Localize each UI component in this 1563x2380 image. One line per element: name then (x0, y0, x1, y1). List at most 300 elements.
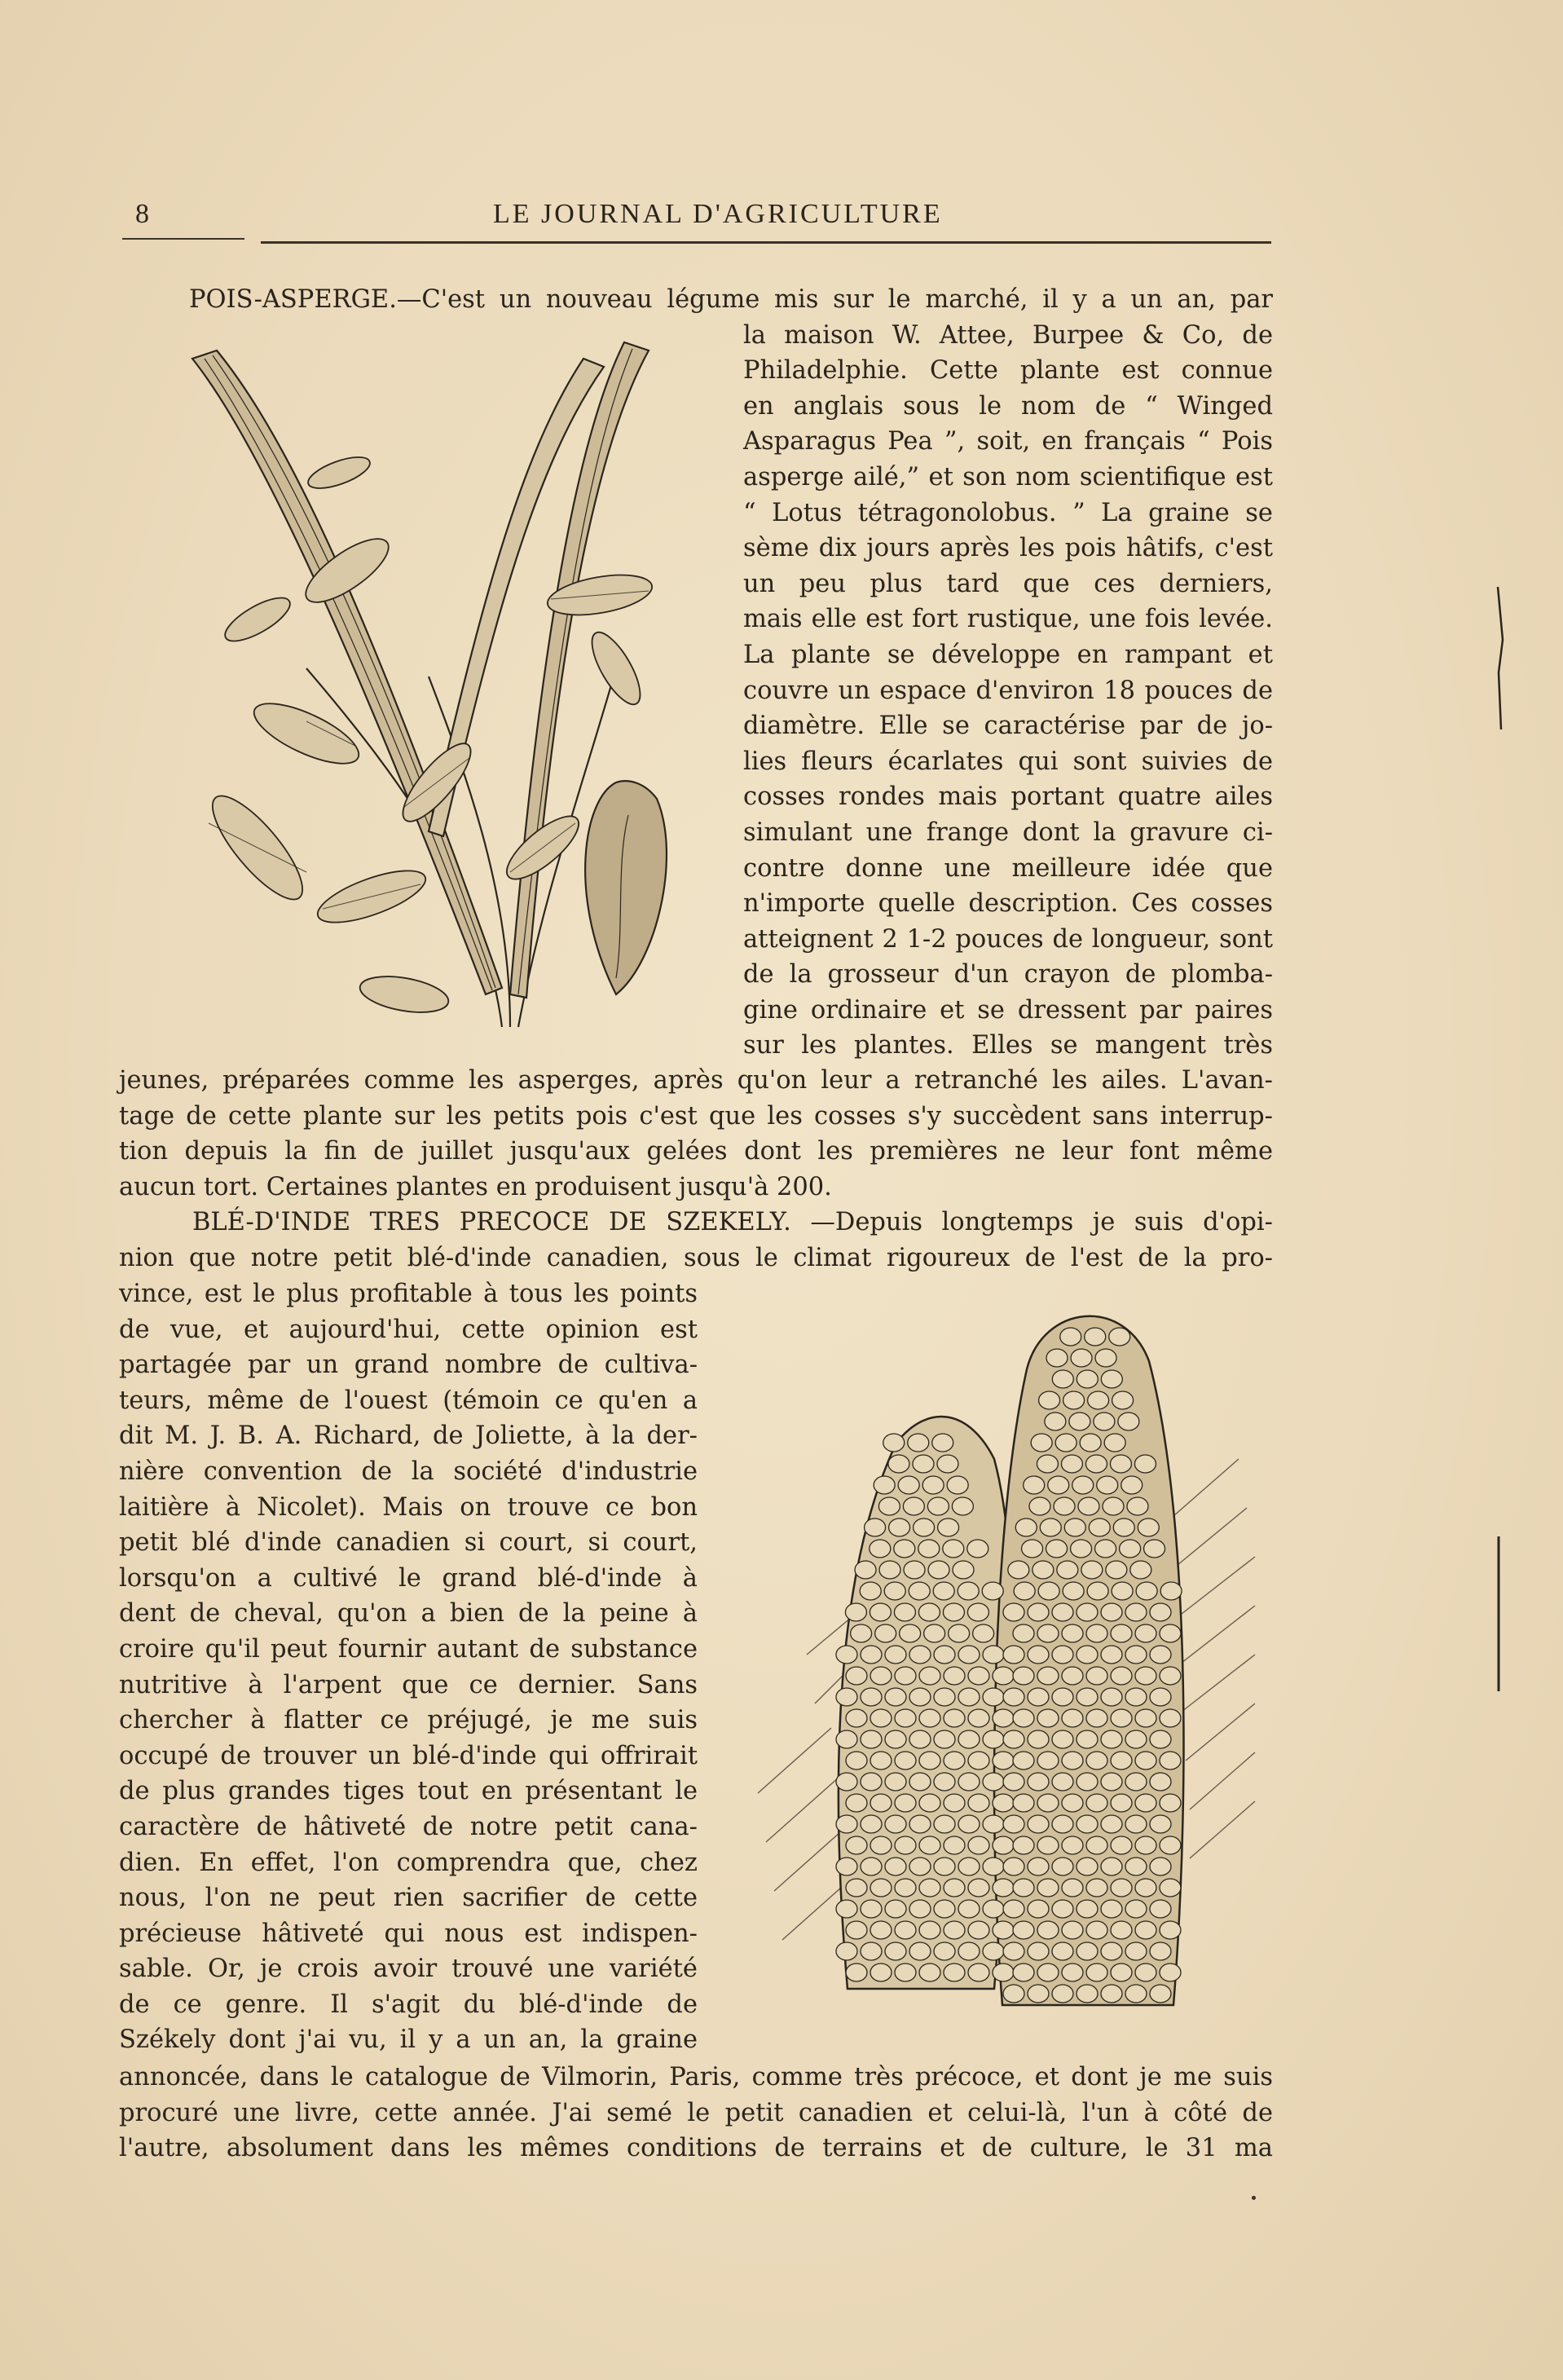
text-line: l'autre, absolument dans les mêmes conditions de terrains et de culture, le 31 ma (119, 2134, 1273, 2163)
corn-kernel (1135, 1836, 1156, 1854)
corn-kernel (933, 1582, 954, 1600)
corn-kernel (1054, 1497, 1075, 1515)
text-line: nous, l'on ne peut rien sacrifier de cette (119, 1884, 698, 1913)
corn-kernel (1160, 1667, 1181, 1685)
corn-kernel (909, 1773, 931, 1791)
corn-kernel (895, 1836, 916, 1854)
corn-kernel (968, 1836, 989, 1854)
corn-kernel (1101, 1942, 1122, 1960)
corn-kernel (1028, 1730, 1049, 1748)
corn-kernel (967, 1540, 988, 1558)
corn-kernel (1101, 1730, 1122, 1748)
corn-kernel (883, 1434, 905, 1452)
corn-kernel (1111, 1709, 1132, 1727)
corn-kernel (1028, 1942, 1049, 1960)
corn-kernel (1003, 1815, 1024, 1833)
corn-kernel (885, 1858, 906, 1875)
corn-kernel (1072, 1476, 1094, 1494)
corn-kernel (895, 1709, 916, 1727)
corn-kernel (870, 1879, 892, 1897)
corn-kernel (938, 1518, 959, 1536)
corn-kernel (1022, 1540, 1043, 1558)
corn-kernel (878, 1497, 900, 1515)
corn-kernel (958, 1942, 980, 1960)
corn-kernel (1135, 1964, 1156, 1981)
corn-kernel (1076, 1688, 1098, 1706)
corn-kernel (1008, 1561, 1029, 1579)
corn-kernel (1013, 1667, 1034, 1685)
corn-kernel (1061, 1455, 1082, 1473)
text-line: simulant une frange dont la gravure ci- (743, 818, 1273, 847)
corn-kernel (895, 1794, 916, 1812)
corn-kernel (943, 1603, 964, 1621)
corn-kernel (861, 1942, 882, 1960)
corn-kernel (919, 1752, 940, 1770)
corn-kernel (944, 1879, 965, 1897)
corn-kernel (944, 1921, 965, 1939)
text-line: nion que notre petit blé-d'inde canadien, sous le climat rigoureux de l'est de la pro- (119, 1243, 1273, 1272)
corn-kernel (983, 1730, 1004, 1748)
corn-kernel (1052, 1646, 1073, 1664)
corn-kernel (870, 1836, 892, 1854)
corn-kernel (1160, 1836, 1181, 1854)
corn-kernel (1028, 1815, 1049, 1833)
text-line: annoncée, dans le catalogue de Vilmorin, Paris, comme très précoce, et dont je me suis (119, 2063, 1273, 2091)
corn-kernel (1076, 1815, 1098, 1833)
corn-kernel (1015, 1518, 1037, 1536)
corn-kernel (1101, 1603, 1122, 1621)
corn-kernel (870, 1752, 892, 1770)
corn-kernel (1085, 1455, 1107, 1473)
corn-kernel (1086, 1794, 1107, 1812)
text-line: occupé de trouver un blé-d'inde qui offrirait (119, 1741, 698, 1770)
corn-kernel (1150, 1603, 1171, 1621)
page-number: 8 (135, 199, 150, 229)
corn-kernel (909, 1646, 931, 1664)
corn-kernel (1028, 1985, 1049, 2003)
corn-kernel (1063, 1391, 1085, 1409)
text-line: un peu plus tard que ces derniers, (743, 569, 1273, 598)
corn-kernel (1086, 1667, 1107, 1685)
corn-kernel (836, 1815, 857, 1833)
corn-kernel (993, 1921, 1014, 1939)
text-line: dent de cheval, qu'on a bien de la peine à (119, 1599, 698, 1629)
corn-kernel (851, 1624, 872, 1642)
corn-kernel (983, 1858, 1004, 1875)
corn-kernel (1150, 1688, 1171, 1706)
text-line: gine ordinaire et se dressent par paires (743, 995, 1273, 1025)
corn-kernel (861, 1688, 882, 1706)
corn-kernel (918, 1603, 940, 1621)
corn-kernel (928, 1561, 949, 1579)
text-line: contre donne une meilleure idée que (743, 853, 1273, 883)
corn-kernel (919, 1964, 940, 1981)
corn-kernel (993, 1709, 1014, 1727)
corn-kernel (1052, 1942, 1073, 1960)
ink-dot (1252, 2196, 1256, 2200)
corn-kernel (944, 1709, 965, 1727)
corn-kernel (909, 1582, 930, 1600)
corn-kernel (1031, 1434, 1052, 1452)
corn-kernel (1125, 1900, 1147, 1918)
corn-kernel (1081, 1561, 1103, 1579)
corn-kernel (1003, 1942, 1024, 1960)
corn-kernel (909, 1688, 931, 1706)
corn-kernel (1125, 1688, 1147, 1706)
corn-kernel (952, 1497, 973, 1515)
corn-kernel (865, 1518, 886, 1536)
text-line: de la grosseur d'un crayon de plomba- (743, 960, 1273, 989)
corn-kernel (1160, 1752, 1181, 1770)
corn-kernel (983, 1815, 1004, 1833)
text-line: lies fleurs écarlates qui sont suivies de (743, 747, 1273, 776)
corn-kernel (968, 1794, 989, 1812)
corn-kernel (1111, 1921, 1132, 1939)
text-line: croire qu'il peut fournir autant de substance (119, 1634, 698, 1664)
corn-kernel (1071, 1540, 1092, 1558)
corn-kernel (1112, 1391, 1134, 1409)
corn-kernel (958, 1815, 980, 1833)
corn-kernel (846, 1921, 867, 1939)
corn-kernel (1045, 1413, 1066, 1430)
corn-kernel (1076, 1603, 1098, 1621)
header-rule (261, 241, 1271, 244)
corn-kernel (870, 1709, 892, 1727)
corn-kernel (1111, 1879, 1132, 1897)
corn-kernel (861, 1815, 882, 1833)
corn-kernel (870, 1921, 892, 1939)
page-header (122, 192, 1271, 231)
corn-kernel (1037, 1836, 1059, 1854)
corn-kernel (1024, 1476, 1045, 1494)
corn-kernel (894, 1540, 915, 1558)
corn-kernel (919, 1879, 940, 1897)
corn-kernel (836, 1730, 857, 1748)
corn-kernel (1003, 1646, 1024, 1664)
corn-kernel (968, 1667, 989, 1685)
corn-kernel (1046, 1349, 1068, 1367)
corn-kernel (1138, 1518, 1159, 1536)
corn-kernel (1062, 1836, 1083, 1854)
corn-kernel (1127, 1497, 1148, 1515)
text-line: en anglais sous le nom de “ Winged (743, 391, 1273, 421)
corn-kernel (1003, 1985, 1024, 2003)
text-line: Philadelphie. Cette plante est connue (743, 356, 1273, 386)
corn-kernel (944, 1964, 965, 1981)
corn-kernel (1150, 1985, 1171, 2003)
corn-kernel (937, 1455, 958, 1473)
corn-kernel (1046, 1540, 1068, 1558)
corn-kernel (1013, 1752, 1034, 1770)
corn-kernel (1013, 1836, 1034, 1854)
corn-kernel (1052, 1730, 1073, 1748)
corn-kernel (1130, 1561, 1151, 1579)
corn-kernel (1037, 1921, 1059, 1939)
corn-kernel (1135, 1794, 1156, 1812)
corn-kernel (846, 1752, 867, 1770)
corn-kernel (958, 1858, 980, 1875)
corn-kernel (1028, 1688, 1049, 1706)
corn-kernel (1028, 1858, 1049, 1875)
corn-kernel (934, 1773, 955, 1791)
corn-kernel (846, 1964, 867, 1981)
corn-cobs-illustration (733, 1272, 1271, 2030)
corn-kernel (1076, 1985, 1098, 2003)
corn-kernel (1111, 1752, 1132, 1770)
corn-kernel (1101, 1773, 1122, 1791)
text-line: asperge ailé,” et son nom scientifique est (743, 462, 1273, 491)
corn-kernel (904, 1561, 925, 1579)
corn-kernel (1076, 1730, 1098, 1748)
text-line: Asparagus Pea ”, soit, en français “ Pois (743, 427, 1273, 456)
corn-kernel (1101, 1858, 1122, 1875)
corn-kernel (836, 1942, 857, 1960)
corn-kernel (1013, 1709, 1034, 1727)
corn-kernel (1076, 1646, 1098, 1664)
corn-kernel (919, 1836, 940, 1854)
corn-kernel (846, 1667, 867, 1685)
article-pois-asperge-column (189, 282, 1273, 1064)
corn-kernel (1110, 1455, 1131, 1473)
corn-kernel (846, 1709, 867, 1727)
corn-kernel (968, 1921, 989, 1939)
corn-kernel (885, 1730, 906, 1748)
corn-kernel (934, 1900, 955, 1918)
corn-kernel (1038, 1582, 1059, 1600)
corn-kernel (944, 1836, 965, 1854)
corn-kernel (1078, 1497, 1099, 1515)
corn-kernel (1086, 1752, 1107, 1770)
corn-kernel (888, 1455, 909, 1473)
corn-kernel (875, 1624, 896, 1642)
corn-kernel (1150, 1858, 1171, 1875)
corn-kernel (1160, 1921, 1181, 1939)
corn-kernel (1150, 1942, 1171, 1960)
corn-kernel (934, 1858, 955, 1875)
corn-kernel (1135, 1709, 1156, 1727)
text-line: “ Lotus tétragonolobus. ” La graine se (743, 498, 1273, 527)
corn-kernel (919, 1667, 940, 1685)
text-line: sur les plantes. Elles se mangent très (743, 1031, 1273, 1060)
text-line: teurs, même de l'ouest (témoin ce qu'en a (119, 1386, 698, 1415)
corn-kernel (1076, 1858, 1098, 1875)
corn-kernel (1062, 1794, 1083, 1812)
corn-kernel (845, 1603, 866, 1621)
corn-kernel (1135, 1879, 1156, 1897)
corn-kernel (1150, 1730, 1171, 1748)
corn-kernel (932, 1434, 953, 1452)
text-line: laitière à Nicolet). Mais on trouve ce bon (119, 1492, 698, 1522)
text-line: diamètre. Elle se caractérise par de jo- (743, 712, 1273, 741)
corn-kernel (1101, 1688, 1122, 1706)
corn-kernel (934, 1815, 955, 1833)
corn-kernel (1028, 1646, 1049, 1664)
corn-kernel (1111, 1964, 1132, 1981)
corn-kernel (1112, 1582, 1133, 1600)
corn-kernel (944, 1752, 965, 1770)
corn-kernel (894, 1603, 915, 1621)
corn-kernel (1071, 1349, 1092, 1367)
corn-kernel (898, 1476, 919, 1494)
corn-kernel (958, 1900, 980, 1918)
corn-kernel (1013, 1879, 1034, 1897)
corn-kernel (1135, 1667, 1156, 1685)
corn-kernel (1052, 1773, 1073, 1791)
text-line: nutritive à l'arpent que ce dernier. Sans (119, 1670, 698, 1699)
corn-kernel (861, 1900, 882, 1918)
corn-kernel (944, 1667, 965, 1685)
corn-kernel (846, 1836, 867, 1854)
corn-kernel (885, 1815, 906, 1833)
corn-kernel (1052, 1688, 1073, 1706)
corn-kernel (1037, 1709, 1059, 1727)
corn-kernel (1101, 1900, 1122, 1918)
corn-kernel (1086, 1836, 1107, 1854)
corn-kernel (1037, 1624, 1059, 1642)
text-line: de plus grandes tiges tout en présentant le (119, 1777, 698, 1806)
corn-kernel (846, 1794, 867, 1812)
corn-kernel (885, 1900, 906, 1918)
corn-kernel (879, 1561, 900, 1579)
corn-kernel (1080, 1434, 1101, 1452)
corn-kernel (1062, 1752, 1083, 1770)
corn-kernel (846, 1879, 867, 1897)
corn-kernel (1037, 1964, 1059, 1981)
corn-kernel (1039, 1391, 1060, 1409)
corn-kernel (1037, 1667, 1059, 1685)
corn-kernel (914, 1518, 935, 1536)
corn-kernel (934, 1942, 955, 1960)
corn-kernel (924, 1624, 945, 1642)
corn-kernel (1150, 1773, 1171, 1791)
corn-kernel (1052, 1603, 1073, 1621)
corn-kernel (982, 1582, 1003, 1600)
corn-kernel (1014, 1582, 1035, 1600)
corn-kernel (1013, 1624, 1034, 1642)
corn-kernel (919, 1921, 940, 1939)
text-line: partagée par un grand nombre de cultiva- (119, 1351, 698, 1380)
corn-kernel (1052, 1985, 1073, 2003)
text-line: dit M. J. B. A. Richard, de Joliette, à la der- (119, 1421, 698, 1451)
corn-kernel (983, 1646, 1004, 1664)
corn-kernel (1003, 1603, 1024, 1621)
winged-pea-illustration (160, 326, 730, 1043)
corn-kernel (967, 1603, 988, 1621)
corn-kernel (1013, 1794, 1034, 1812)
corn-kernel (983, 1688, 1004, 1706)
corn-kernel (1101, 1815, 1122, 1833)
corn-kernel (874, 1476, 895, 1494)
text-line: la maison W. Attee, Burpee & Co, de (743, 320, 1273, 350)
corn-kernel (895, 1667, 916, 1685)
corn-kernel (1101, 1646, 1122, 1664)
corn-kernel (1104, 1434, 1125, 1452)
margin-line-mark (1495, 1532, 1503, 1695)
corn-kernel (1013, 1964, 1034, 1981)
corn-kernel (1062, 1667, 1083, 1685)
corn-kernel (1055, 1434, 1076, 1452)
corn-kernel (934, 1688, 955, 1706)
corn-kernel (1120, 1540, 1141, 1558)
text-line: vince, est le plus profitable à tous les points (119, 1280, 698, 1308)
text-line: dien. En effet, l'on comprendra que, chez (119, 1848, 698, 1877)
corn-kernel (958, 1730, 980, 1748)
corn-kernel (1062, 1624, 1083, 1642)
corn-kernel (861, 1646, 882, 1664)
text-line: de ce genre. Il s'agit du blé-d'inde de (119, 1990, 698, 2019)
text-line: précieuse hâtiveté qui nous est indispen- (119, 1919, 698, 1948)
corn-kernel (870, 1794, 892, 1812)
corn-kernel (1013, 1921, 1034, 1939)
corn-kernel (947, 1476, 968, 1494)
corn-kernel (861, 1730, 882, 1748)
running-title: LE JOURNAL D'AGRICULTURE (493, 199, 943, 229)
corn-kernel (1003, 1773, 1024, 1791)
corn-kernel (1125, 1858, 1147, 1875)
corn-kernel (908, 1434, 929, 1452)
corn-kernel (1037, 1879, 1059, 1897)
corn-kernel (1113, 1518, 1134, 1536)
corn-kernel (993, 1667, 1014, 1685)
corn-kernel (922, 1476, 944, 1494)
corn-kernel (1101, 1985, 1122, 2003)
corn-kernel (836, 1773, 857, 1791)
corn-kernel (895, 1879, 916, 1897)
corn-kernel (1037, 1455, 1058, 1473)
corn-kernel (895, 1964, 916, 1981)
corn-kernel (836, 1900, 857, 1918)
text-line: mais elle est fort rustique, une fois levée. (743, 605, 1273, 634)
corn-kernel (918, 1540, 940, 1558)
corn-kernel (1125, 1603, 1147, 1621)
corn-kernel (889, 1518, 910, 1536)
corn-kernel (1125, 1646, 1147, 1664)
corn-kernel (1125, 1730, 1147, 1748)
corn-kernel (909, 1730, 931, 1748)
corn-kernel (944, 1794, 965, 1812)
corn-kernel (1052, 1900, 1073, 1918)
corn-kernel (1048, 1476, 1069, 1494)
text-line: Székely dont j'ai vu, il y a un an, la graine (119, 2025, 698, 2055)
corn-kernel (885, 1688, 906, 1706)
corn-kernel (870, 1667, 892, 1685)
corn-kernel (1076, 1942, 1098, 1960)
text-line: tion depuis la fin de juillet jusqu'aux gelées dont les premières ne leur font même (119, 1137, 1273, 1166)
corn-kernel (1076, 1370, 1098, 1388)
corn-kernel (836, 1858, 857, 1875)
text-line: caractère de hâtiveté de notre petit cana- (119, 1812, 698, 1841)
corn-kernel (885, 1646, 906, 1664)
corn-kernel (958, 1688, 980, 1706)
corn-kernel (1087, 1582, 1108, 1600)
corn-kernel (900, 1624, 921, 1642)
text-line: n'importe quelle description. Ces cosses (743, 889, 1273, 919)
corn-kernel (1037, 1752, 1059, 1770)
corn-kernel (1040, 1518, 1061, 1536)
corn-kernel (1064, 1518, 1085, 1536)
corn-kernel (1089, 1518, 1110, 1536)
corn-kernel (836, 1646, 857, 1664)
corn-kernel (1160, 1794, 1181, 1812)
text-line: sable. Or, je crois avoir trouvé une variété (119, 1955, 698, 1984)
corn-kernel (1111, 1624, 1132, 1642)
corn-kernel (1136, 1582, 1157, 1600)
corn-kernel (1062, 1964, 1083, 1981)
corn-kernel (903, 1497, 924, 1515)
text-line: nière convention de la société d'industrie (119, 1457, 698, 1486)
corn-kernel (1160, 1879, 1181, 1897)
corn-kernel (1076, 1773, 1098, 1791)
